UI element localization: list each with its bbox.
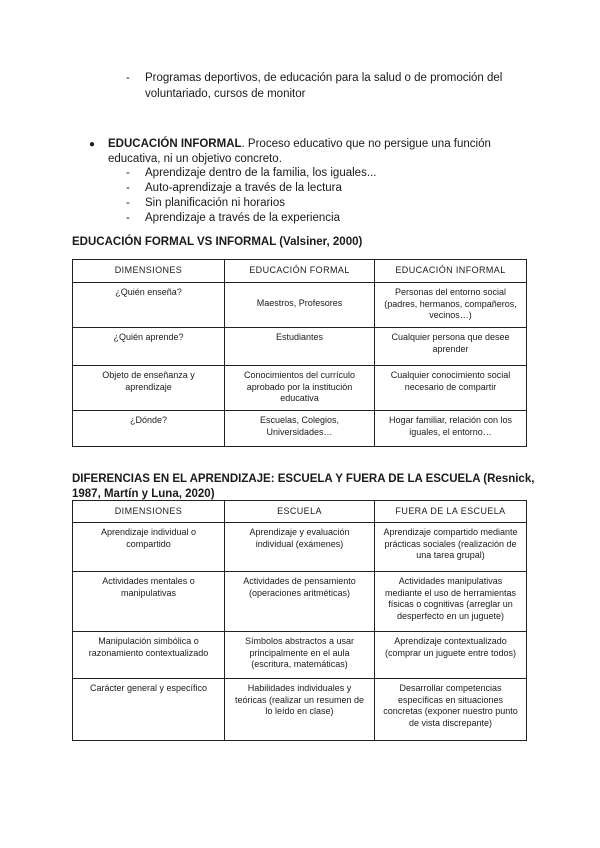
formal-vs-informal-table	[72, 259, 527, 447]
table-cell: Estudiantes	[225, 328, 375, 366]
informal-desc-line1: . Proceso educativo que no persigue una función	[241, 138, 491, 150]
table-cell: Cualquier conocimiento social necesario de compartir	[375, 366, 527, 411]
table-row	[73, 283, 527, 328]
column-header: EDUCACIÓN FORMAL	[225, 260, 375, 283]
table-cell: Personas del entorno social (padres, hermanos, compañeros, vecinos…)	[375, 283, 527, 328]
column-header: ESCUELA	[225, 501, 375, 523]
table-cell: Escuelas, Colegios, Universidades…	[225, 411, 375, 447]
informal-paragraph	[108, 137, 491, 152]
informal-desc-line2: educativa, ni un objetivo concreto.	[108, 153, 282, 165]
table-cell: Desarrollar competencias específicas en situaciones concretas (exponer nuestro punto de vista discrepante)	[375, 679, 527, 741]
top-item-line2: voluntariado, cursos de monitor	[145, 88, 306, 100]
table-cell: ¿Quién enseña?	[73, 283, 225, 328]
table1-title: EDUCACIÓN FORMAL VS INFORMAL (Valsiner, 2000)	[72, 236, 363, 248]
dash-marker: -	[126, 167, 130, 179]
informal-item: Aprendizaje a través de la experiencia	[145, 212, 340, 224]
dash-marker: -	[126, 197, 130, 209]
table-cell: Manipulación simbólica o razonamiento contextualizado	[73, 632, 225, 679]
table2-title-line2: 1987, Martín y Luna, 2020)	[72, 488, 215, 500]
table-cell: Carácter general y específico	[73, 679, 225, 741]
informal-item: Sin planificación ni horarios	[145, 197, 285, 209]
column-header: DIMENSIONES	[73, 260, 225, 283]
table-cell: ¿Quién aprende?	[73, 328, 225, 366]
dash-marker: -	[126, 72, 130, 84]
informal-title: EDUCACIÓN INFORMAL	[108, 138, 242, 150]
table-cell: Hogar familiar, relación con los iguales, el entorno…	[375, 411, 527, 447]
dash-marker: -	[126, 212, 130, 224]
column-header: FUERA DE LA ESCUELA	[375, 501, 527, 523]
table-cell: ¿Dónde?	[73, 411, 225, 447]
informal-item: Auto-aprendizaje a través de la lectura	[145, 182, 342, 194]
table-cell: Aprendizaje individual o compartido	[73, 523, 225, 572]
school-learning-table	[72, 500, 527, 741]
table-cell: Actividades manipulativas mediante el uso de herramientas físicas o cognitivas (arreglar un desperfecto en un juguete)	[375, 572, 527, 632]
table-cell: Aprendizaje contextualizado (comprar un juguete entre todos)	[375, 632, 527, 679]
table-header-row	[73, 501, 527, 523]
top-item-line1: Programas deportivos, de educación para la salud o de promoción del	[145, 72, 503, 84]
table-row	[73, 679, 527, 741]
table-cell: Habilidades individuales y teóricas (realizar un resumen de lo leído en clase)	[225, 679, 375, 741]
informal-item: Aprendizaje dentro de la familia, los iguales...	[145, 167, 377, 179]
table-cell: Aprendizaje y evaluación individual (exámenes)	[225, 523, 375, 572]
table-cell: Actividades de pensamiento (operaciones aritméticas)	[225, 572, 375, 632]
table-row	[73, 523, 527, 572]
table-header-row	[73, 260, 527, 283]
bullet-icon: ●	[89, 139, 96, 150]
table-cell: Símbolos abstractos a usar principalmente en el aula (escritura, matemáticas)	[225, 632, 375, 679]
table-row	[73, 328, 527, 366]
table-cell: Maestros, Profesores	[225, 283, 375, 328]
table-cell: Conocimientos del currículo aprobado por la institución educativa	[225, 366, 375, 411]
table-cell: Cualquier persona que desee aprender	[375, 328, 527, 366]
table-cell: Actividades mentales o manipulativas	[73, 572, 225, 632]
dash-marker: -	[126, 182, 130, 194]
table-row	[73, 366, 527, 411]
table-row	[73, 572, 527, 632]
column-header: DIMENSIONES	[73, 501, 225, 523]
column-header: EDUCACIÓN INFORMAL	[375, 260, 527, 283]
table-cell: Aprendizaje compartido mediante prácticas sociales (realización de una tarea grupal)	[375, 523, 527, 572]
table-row	[73, 632, 527, 679]
table-row	[73, 411, 527, 447]
table-cell: Objeto de enseñanza y aprendizaje	[73, 366, 225, 411]
table2-title-line1: DIFERENCIAS EN EL APRENDIZAJE: ESCUELA Y FUERA DE LA ESCUELA (Resnick,	[72, 473, 535, 485]
